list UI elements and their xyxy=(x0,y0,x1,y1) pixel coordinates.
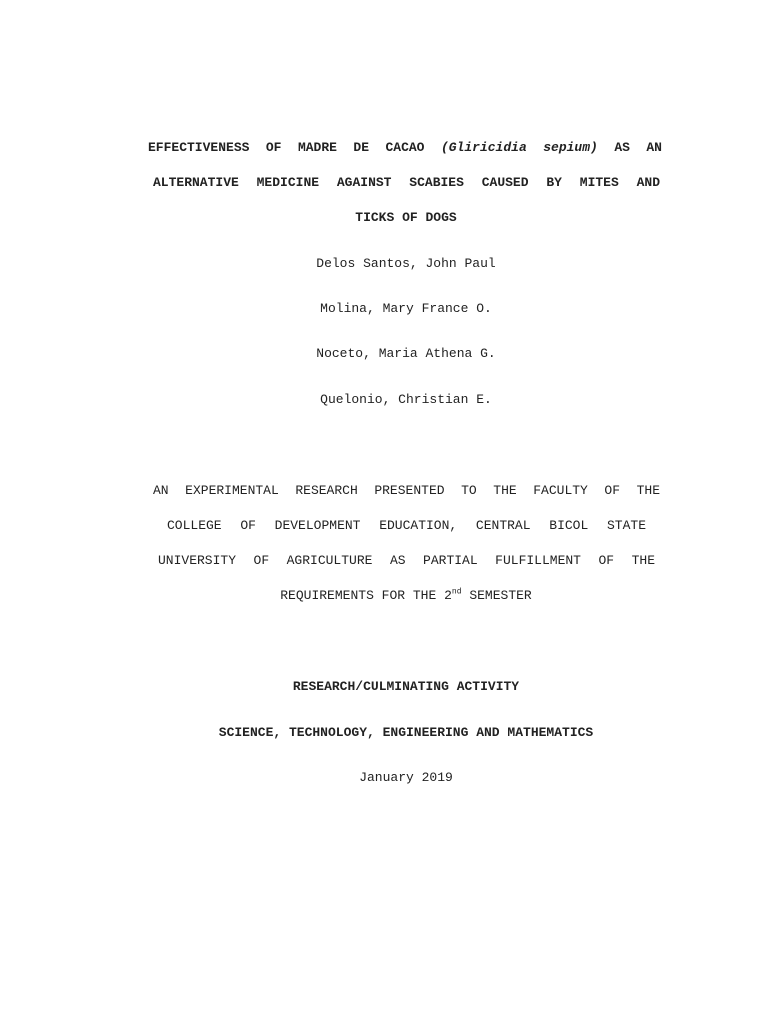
presentation-line-4-text: REQUIREMENTS FOR THE 2 xyxy=(280,588,452,603)
title-line-1 xyxy=(148,139,662,157)
author-name: Quelonio, Christian E. xyxy=(320,392,492,407)
author-name: Noceto, Maria Athena G. xyxy=(316,346,496,361)
strand-heading: SCIENCE, TECHNOLOGY, ENGINEERING AND MATHEMATICS xyxy=(218,725,594,740)
title-line-1-text: EFFECTIVENESS OF MADRE DE CACAO xyxy=(148,140,425,155)
title-line-3: TICKS OF DOGS xyxy=(355,210,457,225)
scientific-name: (Gliricidia sepium) xyxy=(440,140,598,155)
date: January 2019 xyxy=(359,770,453,785)
ordinal-suffix: nd xyxy=(451,587,462,597)
presentation-line-3: UNIVERSITY OF AGRICULTURE AS PARTIAL FULFILLMENT OF THE xyxy=(158,553,655,568)
author-name: Molina, Mary France O. xyxy=(320,301,492,316)
author-name: Delos Santos, John Paul xyxy=(316,256,496,271)
presentation-line-2: COLLEGE OF DEVELOPMENT EDUCATION, CENTRAL BICOL STATE xyxy=(167,518,646,533)
presentation-line-4 xyxy=(80,587,732,605)
presentation-line-1: AN EXPERIMENTAL RESEARCH PRESENTED TO THE FACULTY OF THE xyxy=(153,483,660,498)
activity-heading: RESEARCH/CULMINATING ACTIVITY xyxy=(292,679,520,694)
title-line-2: ALTERNATIVE MEDICINE AGAINST SCABIES CAUSED BY MITES AND xyxy=(153,175,660,190)
title-line-1-end: AS AN xyxy=(614,140,662,155)
presentation-line-4-end: SEMESTER xyxy=(469,588,532,603)
